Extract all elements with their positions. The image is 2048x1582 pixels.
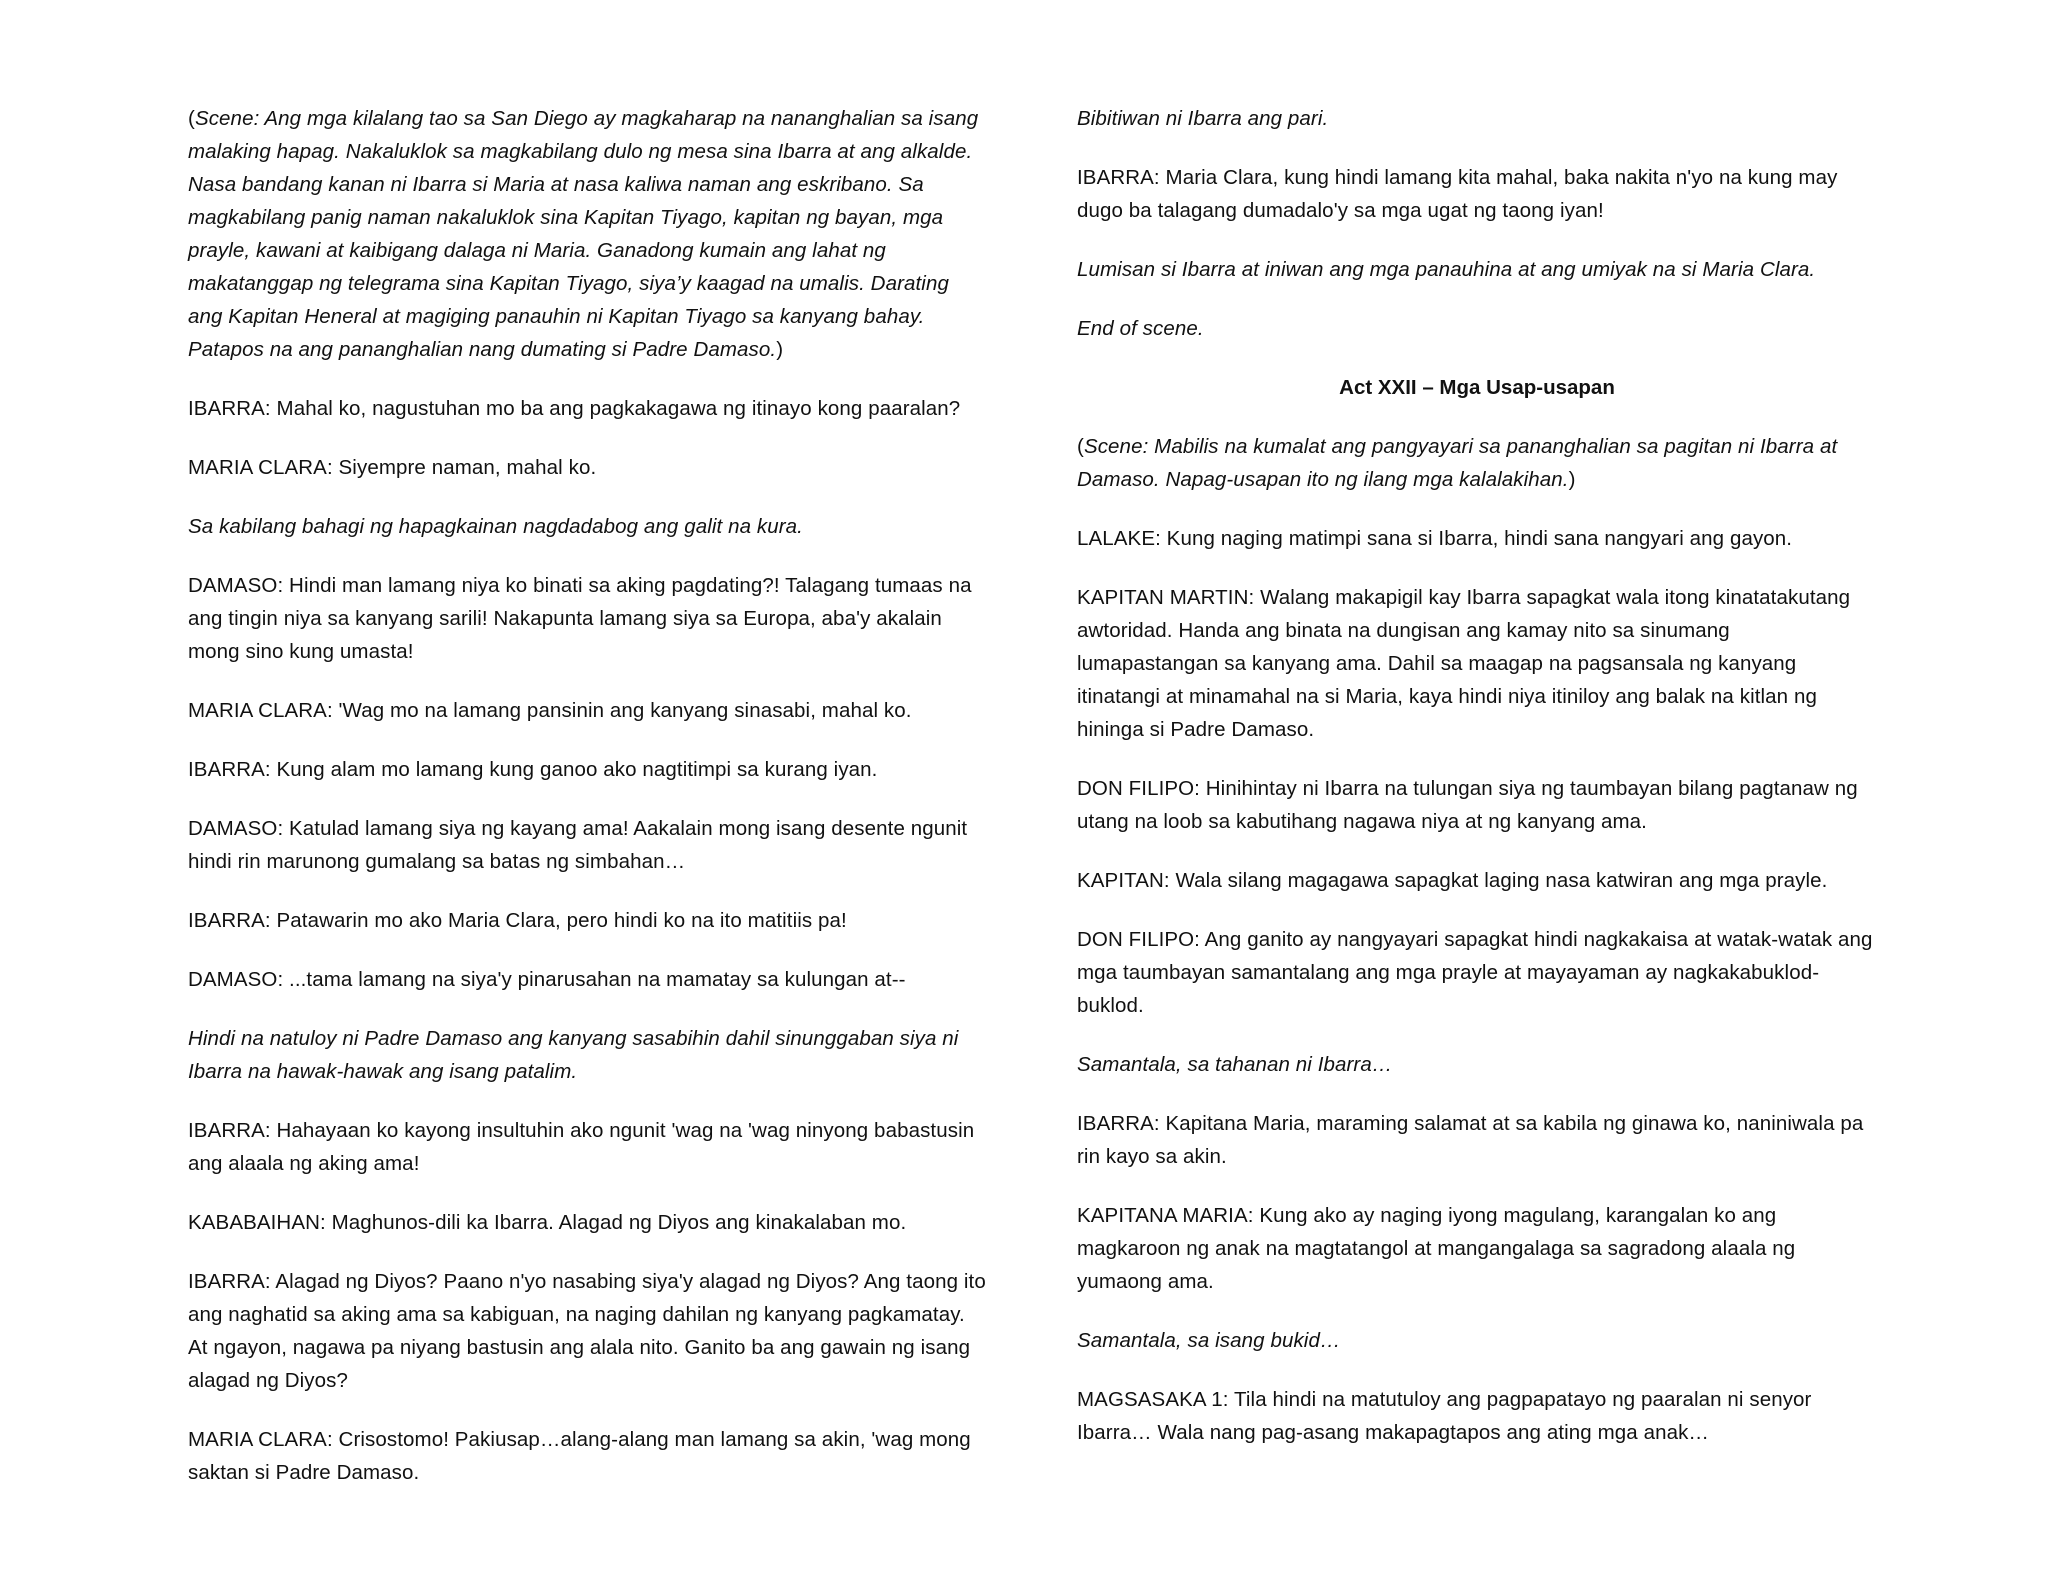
dialogue-line: IBARRA: Kapitana Maria, maraming salamat at sa kabila ng ginawa ko, naniniwala pa rin kayo sa akin. [1077,1112,1864,1168]
stage-direction: Bibitiwan ni Ibarra ang pari. [1077,107,1329,130]
dialogue-line: IBARRA: Maria Clara, kung hindi lamang kita mahal, baka nakita n'yo na kung may dugo ba talagang dumadalo'y sa mga ugat ng taong iyan! [1077,166,1838,222]
dialogue-line: KAPITAN: Wala silang magagawa sapagkat laging nasa katwiran ang mga prayle. [1077,869,1828,892]
right-column [1077,102,1877,1475]
dialogue-line: LALAKE: Kung naging matimpi sana si Ibarra, hindi sana nangyari ang gayon. [1077,527,1793,550]
dialogue-line: MARIA CLARA: Crisostomo! Pakiusap…alang-alang man lamang sa akin, 'wag mong saktan si Padre Damaso. [188,1428,971,1484]
dialogue-line: DAMASO: ...tama lamang na siya'y pinarusahan na mamatay sa kulungan at-- [188,968,906,991]
dialogue-line: KAPITANA MARIA: Kung ako ay naging iyong magulang, karangalan ko ang magkaroon ng anak na magtatangol at mangangalaga sa sagradong alaala ng yumaong ama. [1077,1204,1796,1293]
dialogue-line: DAMASO: Hindi man lamang niya ko binati sa aking pagdating?! Talagang tumaas na ang tingin niya sa kanyang sarili! Nakapunta lamang siya sa Europa, aba'y akalain mong sino kung umasta! [188,574,972,663]
dialogue-line: DON FILIPO: Hinihintay ni Ibarra na tulungan siya ng taumbayan bilang pagtanaw ng utang na loob sa kabutihang nagawa niya at ng kanyang ama. [1077,777,1858,833]
dialogue-line: IBARRA: Hahayaan ko kayong insultuhin ako ngunit 'wag na 'wag ninyong babastusin ang alaala ng aking ama! [188,1119,975,1175]
dialogue-line: MAGSASAKA 1: Tila hindi na matutuloy ang pagpapatayo ng paaralan ni senyor Ibarra… Wala nang pag-asang makapagtapos ang ating mga anak… [1077,1388,1812,1444]
stage-direction: Samantala, sa tahanan ni Ibarra… [1077,1053,1393,1076]
stage-direction: Hindi na natuloy ni Padre Damaso ang kanyang sasabihin dahil sinunggaban siya ni Ibarra na hawak-hawak ang isang patalim. [188,1027,959,1083]
stage-direction: (Scene: Ang mga kilalang tao sa San Diego ay magkaharap na nananghalian sa isang malaking hapag. Nakaluklok sa magkabilang dulo ng mesa sina Ibarra at ang alkalde. Nasa bandang kanan ni Ibarra si Maria at nasa kaliwa naman ang eskribano. Sa magkabilang panig naman nakaluklok sina Kapitan Tiyago, kapitan ng bayan, mga prayle, kawani at kaibigang dalaga ni Maria. Ganadong kumain ang lahat ng makatanggap ng telegrama sina Kapitan Tiyago, siya’y kaagad na umalis. Darating ang Kapitan Heneral at magiging panauhin ni Kapitan Tiyago sa kanyang bahay. Patapos na ang pananghalian nang dumating si Padre Damaso.) [188,107,979,361]
stage-direction: End of scene. [1077,317,1204,340]
dialogue-line: IBARRA: Patawarin mo ako Maria Clara, pero hindi ko na ito matitiis pa! [188,909,847,932]
stage-direction-text: Scene: Mabilis na kumalat ang pangyayari sa pananghalian sa pagitan ni Ibarra at Damaso. Napag-usapan ito ng ilang mga kalalakihan. [1077,435,1838,491]
stage-direction: Sa kabilang bahagi ng hapagkainan nagdadabog ang galit na kura. [188,515,803,538]
dialogue-line: DAMASO: Katulad lamang siya ng kayang ama! Aakalain mong isang desente ngunit hindi rin marunong gumalang sa batas ng simbahan… [188,817,968,873]
dialogue-line: IBARRA: Mahal ko, nagustuhan mo ba ang pagkakagawa ng itinayo kong paaralan? [188,397,961,420]
dialogue-line: KAPITAN MARTIN: Walang makapigil kay Ibarra sapagkat wala itong kinatatakutang awtoridad. Handa ang binata na dungisan ang kamay nito sa sinumang lumapastangan sa kanyang ama. Dahil sa maagap na pagsansala ng kanyang itinatangi at minamahal na si Maria, kaya hindi niya itiniloy ang balak na kitlan ng hininga si Padre Damaso. [1077,586,1851,741]
dialogue-line: KABABAIHAN: Maghunos-dili ka Ibarra. Alagad ng Diyos ang kinakalaban mo. [188,1211,907,1234]
left-column [188,102,988,1515]
stage-direction-text: Scene: Ang mga kilalang tao sa San Diego ay magkaharap na nananghalian sa isang malaking hapag. Nakaluklok sa magkabilang dulo ng mesa sina Ibarra at ang alkalde. Nasa bandang kanan ni Ibarra si Maria at nasa kaliwa naman ang eskribano. Sa magkabilang panig naman nakaluklok sina Kapitan Tiyago, kapitan ng bayan, mga prayle, kawani at kaibigang dalaga ni Maria. Ganadong kumain ang lahat ng makatanggap ng telegrama sina Kapitan Tiyago, siya’y kaagad na umalis. Darating ang Kapitan Heneral at magiging panauhin ni Kapitan Tiyago sa kanyang bahay. Patapos na ang pananghalian nang dumating si Padre Damaso. [188,107,979,361]
dialogue-line: IBARRA: Kung alam mo lamang kung ganoo ako nagtitimpi sa kurang iyan. [188,758,878,781]
dialogue-line: IBARRA: Alagad ng Diyos? Paano n'yo nasabing siya'y alagad ng Diyos? Ang taong ito ang naghatid sa aking ama sa kabiguan, na naging dahilan ng kanyang pagkamatay. At ngayon, nagawa pa niyang bastusin ang alala nito. Ganito ba ang gawain ng isang alagad ng Diyos? [188,1270,986,1392]
dialogue-line: MARIA CLARA: 'Wag mo na lamang pansinin ang kanyang sinasabi, mahal ko. [188,699,912,722]
dialogue-line: DON FILIPO: Ang ganito ay nangyayari sapagkat hindi nagkakaisa at watak-watak ang mga taumbayan samantalang ang mga prayle at mayayaman ay nagkakabuklod-buklod. [1077,928,1873,1017]
act-heading: Act XXII – Mga Usap-usapan [1339,376,1615,399]
dialogue-line: MARIA CLARA: Siyempre naman, mahal ko. [188,456,597,479]
stage-direction: (Scene: Mabilis na kumalat ang pangyayari sa pananghalian sa pagitan ni Ibarra at Damaso. Napag-usapan ito ng ilang mga kalalakihan.) [1077,435,1838,491]
stage-direction: Lumisan si Ibarra at iniwan ang mga panauhina at ang umiyak na si Maria Clara. [1077,258,1816,281]
stage-direction: Samantala, sa isang bukid… [1077,1329,1341,1352]
